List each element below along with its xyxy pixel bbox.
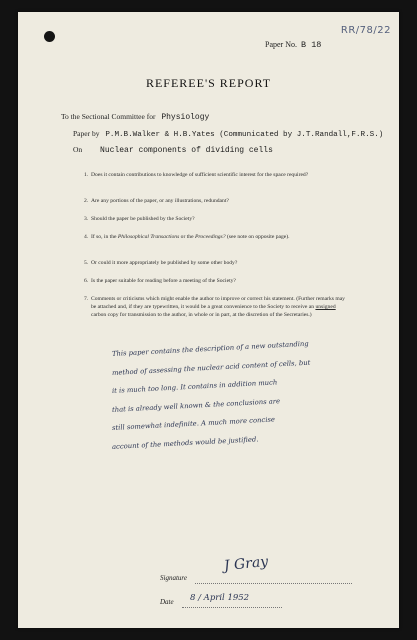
date-label: Date — [160, 598, 174, 606]
question-text: Are any portions of the paper, or any illustrations, redundant? — [91, 198, 229, 204]
underlined-word: unsigned — [315, 303, 336, 310]
paper-by-value: P.M.B.Walker & H.B.Yates (Communicated by J.T.Randall,F.R.S.) — [105, 131, 384, 139]
on-row — [73, 145, 273, 155]
question-2 — [84, 198, 346, 206]
punch-hole — [44, 31, 55, 42]
handwritten-comments — [111, 339, 372, 456]
date-value: 8 / April 1952 — [190, 593, 250, 603]
referee-report-page — [18, 12, 399, 628]
paper-number-label: Paper No. — [265, 40, 297, 49]
signature-line — [195, 583, 352, 584]
question-6 — [84, 278, 346, 286]
comment-line: method of assessing the nuclear acid content of cells, but — [111, 358, 311, 377]
question-number: 1. — [84, 172, 89, 178]
paper-number-value: B 18 — [301, 40, 322, 50]
comment-line: that is already well known & the conclusions are — [111, 396, 281, 414]
paper-number — [265, 40, 321, 50]
question-5 — [84, 260, 346, 268]
on-value: Nuclear components of dividing cells — [100, 146, 273, 155]
question-number: 6. — [84, 278, 89, 284]
question-7 — [84, 296, 346, 319]
question-text: If so, in the — [91, 234, 118, 240]
date-line — [182, 607, 282, 608]
question-1 — [84, 172, 346, 180]
question-number: 4. — [84, 234, 89, 240]
committee-value: Physiology — [161, 113, 210, 122]
archive-reference: RR/78/22 — [340, 25, 391, 36]
journal-name-proceedings: Proceedings? — [194, 234, 226, 240]
question-text: Does it contain contributions to knowledge of sufficient scientific interest for the space required? — [91, 172, 309, 178]
journal-name-phil-trans: Philosophical Transactions — [117, 234, 180, 240]
committee-row — [61, 112, 209, 122]
question-4 — [84, 234, 346, 242]
question-text: Should the paper be published by the Society? — [91, 216, 195, 222]
question-number: 3. — [84, 216, 89, 222]
paper-by-row — [73, 129, 383, 139]
comment-line: it is much too long. It contains in addition much — [111, 378, 278, 395]
question-text: or the — [179, 234, 195, 240]
on-label: On — [73, 145, 83, 154]
question-text: carbon copy for transmission to the author, in whole or in part, at the discretion of the Secretaries.) — [91, 311, 312, 318]
comment-line: This paper contains the description of a new outstanding — [111, 339, 309, 358]
question-text: (see note on opposite page). — [225, 234, 290, 240]
page-title: REFEREE'S REPORT — [145, 76, 272, 90]
committee-label: To the Sectional Committee for — [61, 112, 156, 121]
question-number: 2. — [84, 198, 89, 204]
question-3 — [84, 216, 346, 224]
comment-line: still somewhat indefinite. A much more concise — [111, 415, 276, 432]
question-text: Is the paper suitable for reading before a meeting of the Society? — [91, 278, 236, 284]
question-number: 5. — [84, 260, 89, 266]
question-text: Comments or criticisms which might enable the author to improve or correct his statement. (Further remarks may be attached and, if they are typewritten, it would be a great convenience to the Society to receive an — [91, 296, 345, 310]
comment-line: account of the methods would be justified. — [111, 434, 259, 451]
question-text: Or could it more appropriately be published by some other body? — [91, 260, 238, 266]
handwritten-signature: J Gray — [223, 553, 269, 575]
paper-by-label: Paper by — [73, 129, 100, 138]
signature-label: Signature — [160, 574, 187, 582]
question-number: 7. — [84, 296, 89, 302]
